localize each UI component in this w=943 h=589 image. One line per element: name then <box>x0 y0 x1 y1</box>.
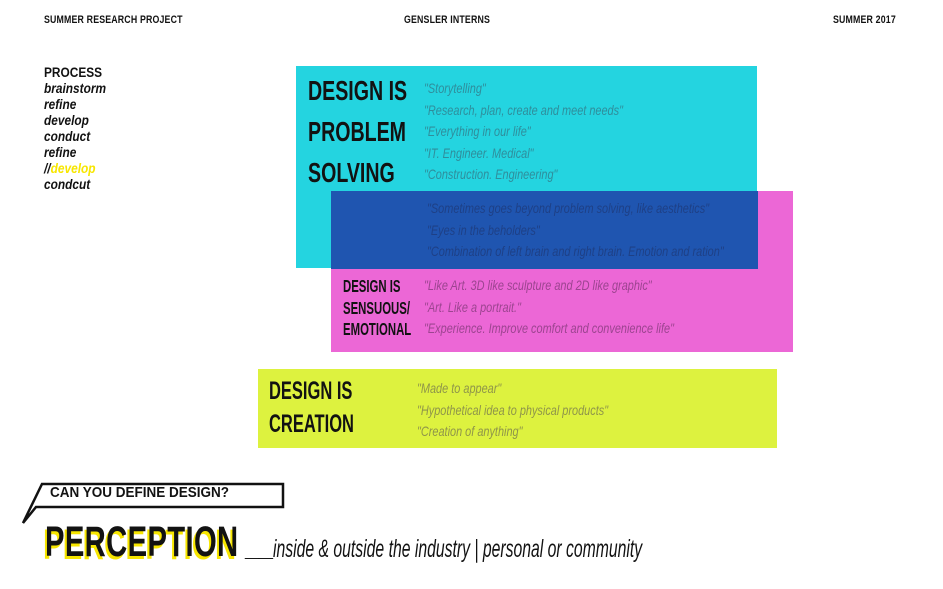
quote-line: "Construction. Engineering" <box>424 166 558 182</box>
quote-line: "Made to appear" <box>417 380 502 396</box>
process-active-step <box>44 161 106 177</box>
process-step: refine <box>44 97 77 112</box>
block-title-line: SENSUOUS/ <box>343 297 411 318</box>
overlap-quotes <box>427 198 724 263</box>
quote-line: "Sometimes goes beyond problem solving, like aesthetics" <box>427 200 710 216</box>
define-design-question: CAN YOU DEFINE DESIGN? <box>50 484 230 501</box>
quote-line: "Combination of left brain and right brain. Emotion and ration" <box>427 243 724 259</box>
block-title-line: PROBLEM <box>308 116 406 147</box>
header-team-name: GENSLER INTERNS <box>404 14 491 26</box>
block-title-line: DESIGN IS <box>308 75 408 106</box>
header-project-title: SUMMER RESEARCH PROJECT <box>44 14 183 26</box>
block-title-line: SOLVING <box>308 157 395 188</box>
process-active-label: develop <box>50 161 96 176</box>
header-date: SUMMER 2017 <box>833 14 896 26</box>
quote-line: "Hypothetical idea to physical products" <box>417 401 609 418</box>
process-step: brainstorm <box>44 81 107 96</box>
process-panel <box>44 65 106 193</box>
sensuous-emotional-title <box>343 276 411 341</box>
quote-line: "IT. Engineer. Medical" <box>424 144 534 161</box>
process-step: refine <box>44 145 77 160</box>
quote-line: "Like Art. 3D like sculpture and 2D like graphic" <box>424 277 652 293</box>
quote-line: "Eyes in the beholders" <box>427 221 540 238</box>
quote-line: "Research, plan, create and meet needs" <box>424 101 623 118</box>
quote-line: "Storytelling" <box>424 80 486 96</box>
block-title-line: DESIGN IS <box>269 377 353 405</box>
block-title-line: CREATION <box>269 410 354 438</box>
process-title: PROCESS <box>44 65 103 80</box>
creation-quotes <box>417 378 608 443</box>
process-active-prefix: // <box>44 161 51 176</box>
block-title-line: DESIGN IS <box>343 276 401 296</box>
sensuous-emotional-quotes <box>424 275 674 340</box>
block-title-line: EMOTIONAL <box>343 319 412 339</box>
quote-line: "Art. Like a portrait." <box>424 298 521 315</box>
perception-headline: PERCEPTION <box>45 518 239 566</box>
perception-tagline: inside & outside the industry | personal or community <box>273 535 643 563</box>
process-step: develop <box>44 113 89 128</box>
problem-solving-quotes <box>424 78 623 186</box>
process-step: condcut <box>44 177 91 192</box>
quote-line: "Creation of anything" <box>417 423 523 439</box>
creation-title <box>269 375 354 441</box>
process-step: conduct <box>44 129 91 144</box>
quote-line: "Everything in our life" <box>424 123 531 139</box>
problem-solving-title <box>308 70 407 193</box>
separator-underscore: __ <box>245 532 272 562</box>
quote-line: "Experience. Improve comfort and convenience life" <box>424 320 674 336</box>
